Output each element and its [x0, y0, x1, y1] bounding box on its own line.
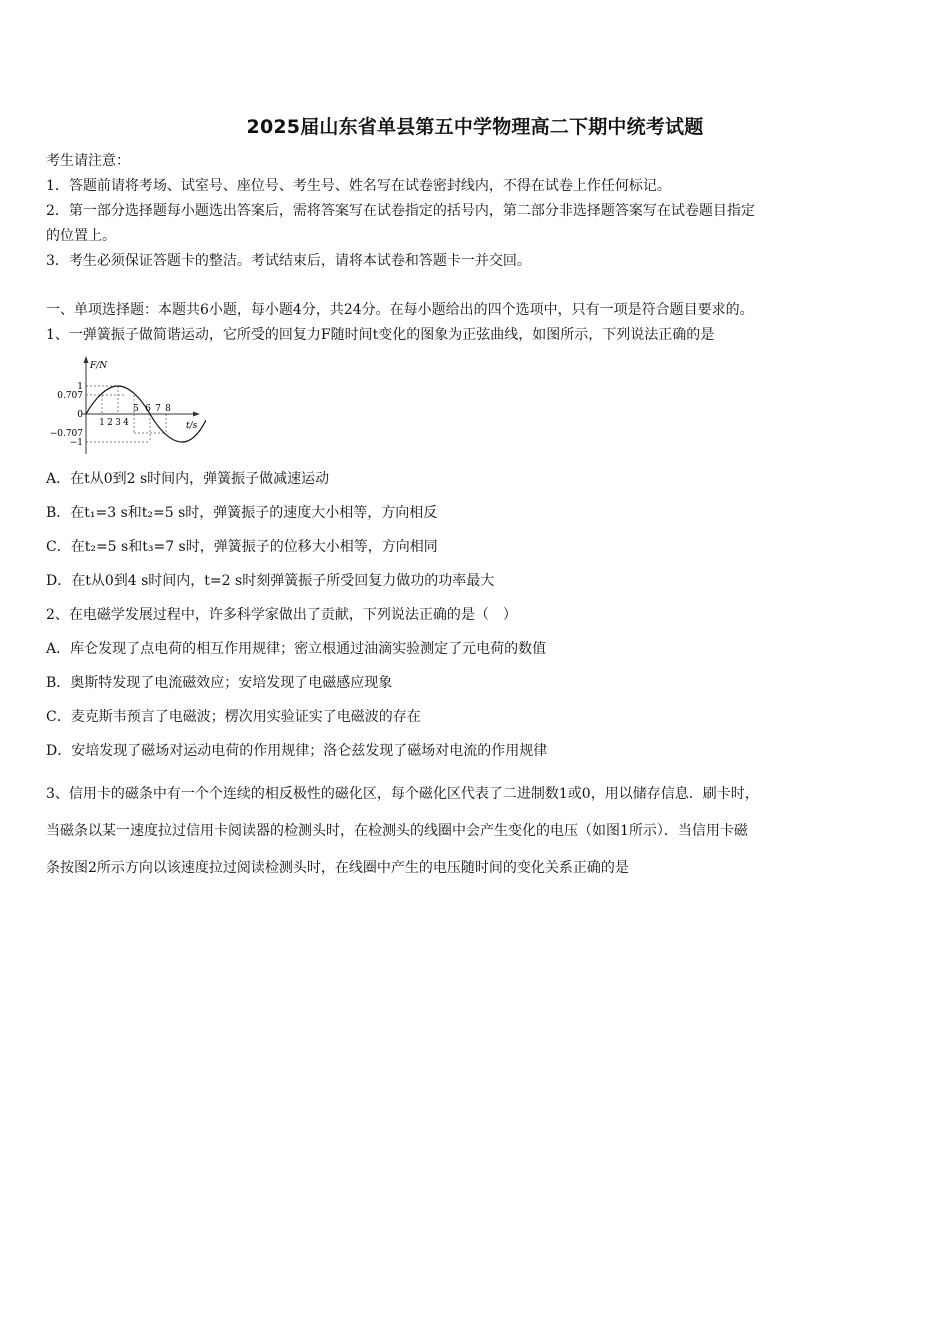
notice-item-2a: 2．第一部分选择题每小题选出答案后，需将答案写在试卷指定的括号内，第二部分非选择题答案写在试卷题目指定 — [46, 203, 755, 219]
question-3 — [46, 776, 902, 887]
q1-option-a: A．在t从0到2 s时间内，弹簧振子做减速运动 — [46, 471, 330, 487]
notice-item-3: 3．考生必须保证答题卡的整洁。考试结束后，请将本试卷和答题卡一并交回。 — [46, 253, 531, 269]
force-time-graph — [46, 350, 206, 460]
section-1-heading: 一、单项选择题：本题共6小题，每小题4分，共24分。在每小题给出的四个选项中，只有一项是符合题目要求的。 — [46, 302, 754, 318]
xtick-2: 2 — [107, 418, 113, 428]
y-axis-arrow — [84, 356, 89, 363]
question-3-line-1: 3、信用卡的磁条中有一个个连续的相反极性的磁化区，每个磁化区代表了二进制数1或0，用以储存信息．刷卡时， — [46, 786, 759, 802]
q2-option-b: B．奥斯特发现了电流磁效应；安培发现了电磁感应现象 — [46, 675, 393, 691]
q2-option-a: A．库仑发现了点电荷的相互作用规律；密立根通过油滴实验测定了元电荷的数值 — [46, 641, 547, 657]
xtick-5: 5 — [133, 404, 139, 414]
question-1-stem: 1、一弹簧振子做简谐运动，它所受的回复力F随时间t变化的图象为正弦曲线，如图所示，下列说法正确的是 — [46, 327, 715, 343]
xtick-8: 8 — [165, 404, 171, 414]
ytick-0707: 0.707 — [57, 391, 83, 401]
q2-option-c: C．麦克斯韦预言了电磁波；楞次用实验证实了电磁波的存在 — [46, 709, 421, 725]
notice-header: 考生请注意： — [46, 153, 130, 169]
ytick-neg1: −1 — [69, 438, 83, 448]
notice-item-1: 1．答题前请将考场、试室号、座位号、考生号、姓名写在试卷密封线内，不得在试卷上作任何标记。 — [46, 178, 671, 194]
q1-option-c: C．在t₂=5 s和t₃=7 s时，弹簧振子的位移大小相等，方向相同 — [46, 539, 438, 555]
page-title: 2025届山东省单县第五中学物理高二下期中统考试题 — [246, 116, 704, 138]
ytick-0: 0 — [77, 410, 83, 420]
question-2-stem: 2、在电磁学发展过程中，许多科学家做出了贡献，下列说法正确的是（ ） — [46, 607, 517, 623]
y-axis-label: F/N — [90, 361, 108, 371]
question-3-line-2: 当磁条以某一速度拉过信用卡阅读器的检测头时，在检测头的线圈中会产生变化的电压（如图1所示）．当信用卡磁 — [46, 823, 748, 839]
x-axis-label: t/s — [186, 421, 198, 431]
xtick-1: 1 — [99, 418, 105, 428]
q1-option-b: B．在t₁=3 s和t₂=5 s时，弹簧振子的速度大小相等，方向相反 — [46, 505, 438, 521]
x-axis-arrow — [193, 412, 200, 417]
xtick-7: 7 — [155, 404, 161, 414]
q1-option-d: D．在t从0到4 s时间内，t=2 s时刻弹簧振子所受回复力做功的功率最大 — [46, 573, 495, 589]
ytick-neg0707: −0.707 — [49, 429, 83, 439]
q2-option-d: D．安培发现了磁场对运动电荷的作用规律；洛仑兹发现了磁场对电流的作用规律 — [46, 743, 548, 759]
question-3-line-3: 条按图2所示方向以该速度拉过阅读检测头时，在线圈中产生的电压随时间的变化关系正确的是 — [46, 860, 629, 876]
xtick-6: 6 — [145, 404, 151, 414]
notice-item-2b: 的位置上。 — [46, 228, 116, 244]
xtick-3: 3 — [115, 418, 121, 428]
xtick-4: 4 — [123, 418, 129, 428]
ytick-1: 1 — [77, 382, 83, 392]
